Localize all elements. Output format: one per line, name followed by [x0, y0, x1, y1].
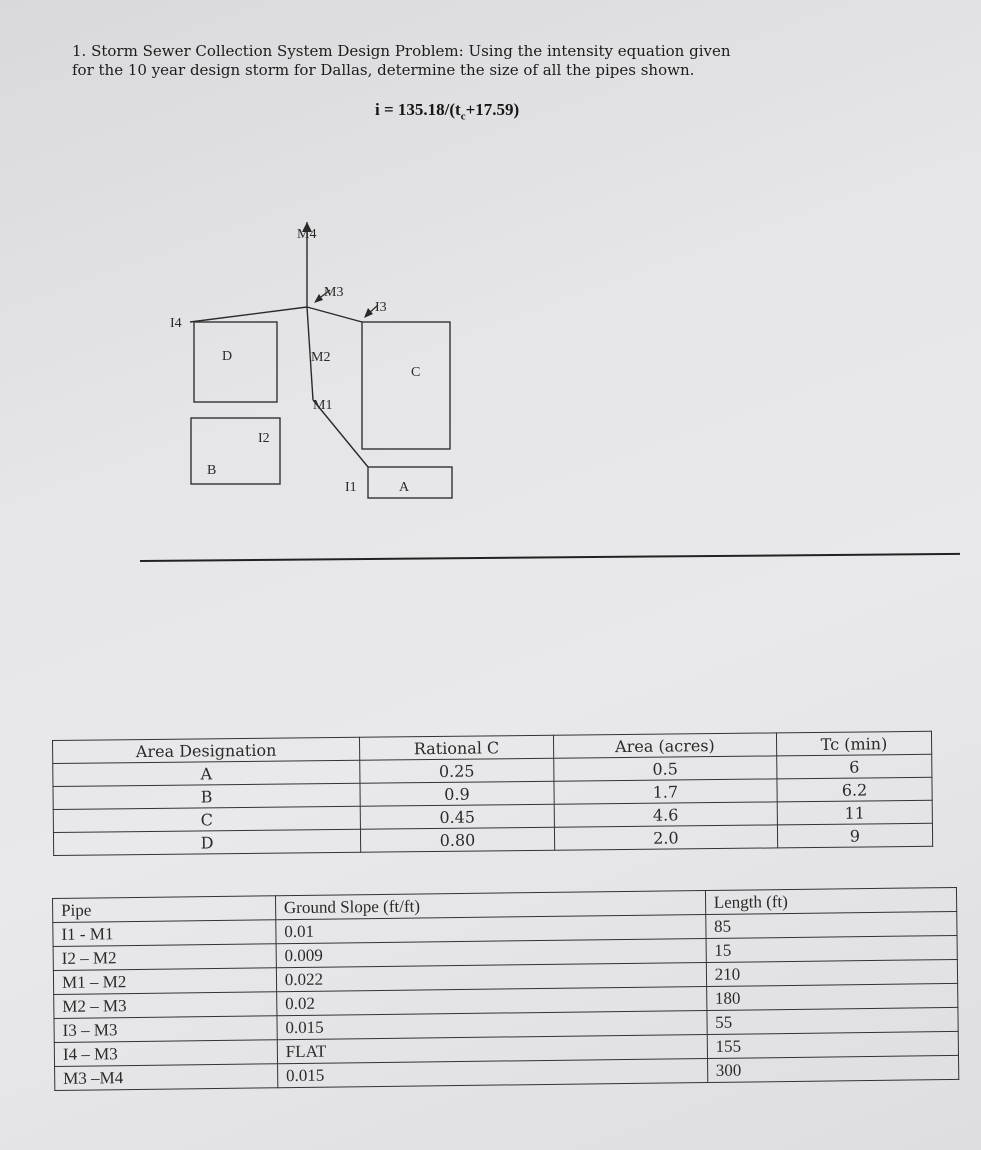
area-cell-rational-c: 0.45 — [360, 804, 554, 829]
pipe-cell-length: 300 — [707, 1055, 959, 1082]
pipe-i4-m3 — [190, 307, 307, 322]
area-cell-area: 1.7 — [554, 779, 777, 804]
area-cell-area: 2.0 — [554, 825, 777, 850]
area-label-a: A — [399, 480, 410, 495]
pipe-cell-length: 180 — [706, 983, 958, 1010]
area-cell-designation: A — [53, 760, 360, 786]
pipe-cell-pipe: I2 – M2 — [53, 944, 276, 971]
pipe-cell-slope: 0.022 — [276, 963, 706, 992]
arrowhead-m3 — [314, 294, 323, 303]
pipe-cell-slope: FLAT — [277, 1035, 707, 1064]
pipe-cell-length: 85 — [705, 911, 957, 938]
area-label-d: D — [222, 349, 233, 364]
pipe-i3-m3 — [307, 307, 362, 322]
area-cell-designation: C — [53, 806, 360, 832]
pipe-cell-slope: 0.015 — [277, 1059, 707, 1088]
arrowhead-i3 — [364, 308, 373, 318]
pipe-cell-length: 55 — [707, 1007, 959, 1034]
pipe-cell-slope: 0.01 — [276, 915, 706, 944]
pipe-cell-length: 210 — [706, 959, 958, 986]
area-cell-rational-c: 0.80 — [360, 827, 554, 852]
area-cell-tc: 6.2 — [777, 777, 932, 802]
area-a-boundary — [368, 467, 452, 498]
problem-line-1: 1. Storm Sewer Collection System Design Problem: Using the intensity equation given — [72, 42, 731, 60]
pipe-table — [52, 887, 959, 1091]
area-cell-rational-c: 0.9 — [360, 781, 554, 806]
area-cell-designation: B — [53, 783, 360, 809]
area-cell-tc: 6 — [777, 754, 932, 779]
area-header-rational-c: Rational C — [359, 735, 553, 760]
area-cell-rational-c: 0.25 — [360, 758, 554, 783]
area-b-boundary — [191, 418, 280, 484]
area-cell-tc: 11 — [777, 800, 932, 825]
pipe-cell-slope: 0.009 — [276, 939, 706, 968]
area-header-tc: Tc (min) — [776, 731, 931, 756]
area-d-boundary — [194, 322, 277, 402]
pipe-header-length: Length (ft) — [705, 887, 957, 914]
equation-prefix: i = 135.18/(t — [375, 100, 461, 119]
area-table — [52, 731, 933, 856]
area-header-designation: Area Designation — [53, 737, 360, 763]
equation-subscript: c — [460, 110, 466, 123]
pipe-header-slope: Ground Slope (ft/ft) — [275, 891, 705, 920]
node-label-i1: I1 — [345, 480, 357, 495]
problem-line-2: for the 10 year design storm for Dallas, determine the size of all the pipes shown. — [72, 61, 695, 79]
node-label-i2: I2 — [258, 431, 270, 446]
pipe-header-pipe: Pipe — [53, 896, 276, 923]
pipe-cell-pipe: M2 – M3 — [54, 992, 277, 1019]
node-label-m3: M3 — [324, 285, 344, 300]
area-c-boundary — [362, 322, 450, 449]
equation-suffix: +17.59) — [465, 100, 520, 119]
node-label-m4: M4 — [297, 227, 317, 242]
node-label-m1: M1 — [313, 398, 333, 413]
pipe-cell-pipe: I1 - M1 — [53, 920, 276, 947]
pipe-cell-pipe: I4 – M3 — [54, 1040, 277, 1067]
node-label-i3: I3 — [375, 300, 387, 315]
area-cell-area: 0.5 — [554, 756, 777, 781]
pipe-cell-length: 155 — [707, 1031, 959, 1058]
pipe-cell-slope: 0.015 — [277, 1011, 707, 1040]
node-label-m2: M2 — [311, 350, 331, 365]
pipe-cell-slope: 0.02 — [276, 987, 706, 1016]
pipe-cell-pipe: M1 – M2 — [53, 968, 276, 995]
pipe-cell-pipe: M3 –M4 — [55, 1064, 278, 1091]
area-label-c: C — [411, 365, 421, 380]
area-cell-area: 4.6 — [554, 802, 777, 827]
area-cell-tc: 9 — [777, 823, 932, 848]
node-label-i4: I4 — [170, 316, 182, 331]
pipe-cell-length: 15 — [706, 935, 958, 962]
area-header-area: Area (acres) — [553, 733, 776, 758]
area-label-b: B — [207, 463, 217, 478]
area-cell-designation: D — [53, 829, 360, 855]
pipe-cell-pipe: I3 – M3 — [54, 1016, 277, 1043]
